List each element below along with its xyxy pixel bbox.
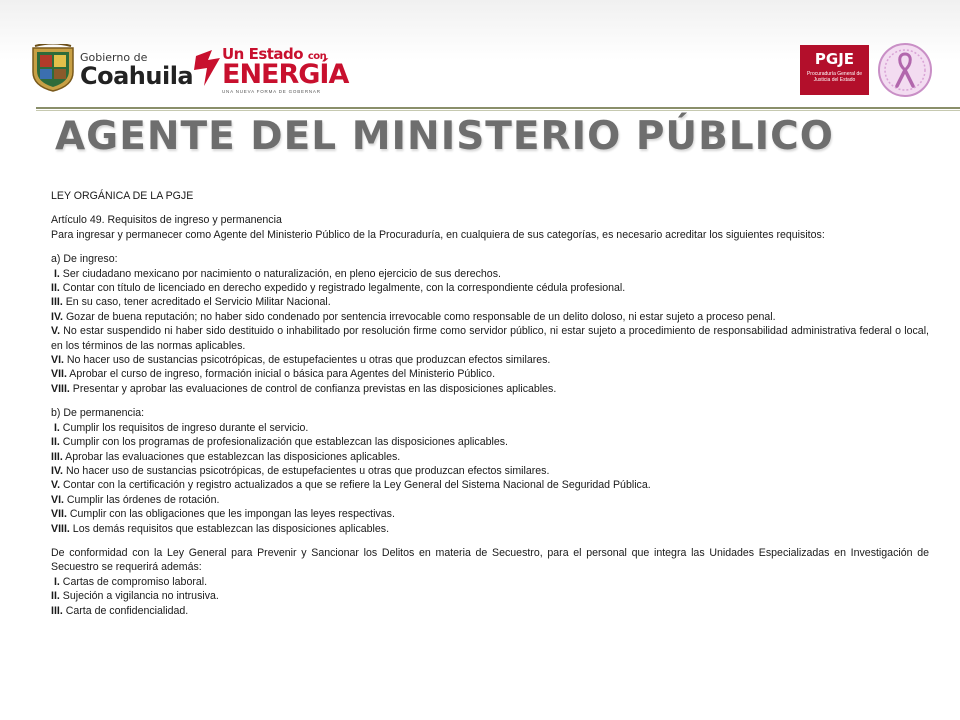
permanencia-list bbox=[51, 421, 929, 536]
item-number: II. bbox=[51, 282, 60, 295]
article-title: Artículo 49. Requisitos de ingreso y permanencia bbox=[51, 214, 282, 227]
list-item bbox=[51, 589, 929, 603]
list-item bbox=[51, 382, 929, 396]
item-number: VII. bbox=[51, 368, 67, 381]
item-number: III. bbox=[51, 604, 63, 617]
item-text: Cartas de compromiso laboral. bbox=[62, 575, 208, 588]
item-number: VI. bbox=[51, 493, 64, 506]
item-number: II. bbox=[51, 436, 60, 449]
item-number: V. bbox=[51, 325, 61, 338]
list-item bbox=[51, 267, 929, 281]
list-item bbox=[51, 353, 929, 367]
item-number: V. bbox=[51, 479, 61, 492]
item-text: No estar suspendido ni haber sido destituido o inhabilitado por resolución firme como servidor público, ni estar sujeto a procedimiento de responsabilidad administrativa federal o local, en los términos de las normas aplicables. bbox=[51, 325, 929, 352]
pgje-logo bbox=[800, 45, 869, 95]
item-number: VIII. bbox=[51, 382, 70, 395]
ingreso-heading: a) De ingreso: bbox=[51, 253, 118, 266]
item-text: Presentar y aprobar las evaluaciones de control de confianza previstas en las disposiciones aplicables. bbox=[72, 382, 557, 395]
item-text: Gozar de buena reputación; no haber sido condenado por sentencia irrevocable como responsable de un delito doloso, ni estar sujeto a proceso penal. bbox=[65, 310, 776, 323]
gobierno-label: Gobierno de bbox=[80, 51, 148, 64]
header-rule bbox=[36, 107, 960, 109]
energia-wordmark bbox=[222, 47, 348, 95]
coahuila-shield-logo bbox=[30, 44, 76, 97]
energia-star-logo bbox=[192, 46, 222, 93]
item-number: VI. bbox=[51, 354, 64, 367]
article-intro: Para ingresar y permanecer como Agente del Ministerio Público de la Procuraduría, en cualquiera de sus categorías, es necesario acreditar los siguientes requisitos: bbox=[51, 228, 825, 241]
list-item bbox=[51, 464, 929, 478]
item-text: En su caso, tener acreditado el Servicio Militar Nacional. bbox=[65, 296, 331, 309]
list-item bbox=[51, 493, 929, 507]
energia-con-label: con bbox=[307, 51, 327, 62]
item-text: Cumplir con las obligaciones que les impongan las leyes respectivas. bbox=[69, 508, 395, 521]
item-number: III. bbox=[51, 296, 63, 309]
item-number: IV. bbox=[51, 310, 63, 323]
item-text: No hacer uso de sustancias psicotrópicas, de estupefacientes u otras que produzcan efectos similares. bbox=[65, 464, 550, 477]
item-text: Los demás requisitos que establezcan las disposiciones aplicables. bbox=[72, 522, 390, 535]
list-item bbox=[51, 450, 929, 464]
list-item bbox=[51, 324, 929, 353]
item-number: II. bbox=[51, 590, 60, 603]
item-text: Aprobar las evaluaciones que establezcan las disposiciones aplicables. bbox=[65, 450, 401, 463]
item-text: Cumplir los requisitos de ingreso durante el servicio. bbox=[62, 421, 309, 434]
item-text: Contar con la certificación y registro actualizados a que se refiere la Ley General del Sistema Nacional de Seguridad Pública. bbox=[63, 479, 651, 492]
item-number: III. bbox=[51, 450, 63, 463]
item-text: Contar con título de licenciado en derecho expedido y registrado legalmente, con la correspondiente cédula profesional. bbox=[62, 282, 626, 295]
law-title: LEY ORGÁNICA DE LA PGJE bbox=[51, 190, 194, 202]
energia-tagline: UNA NUEVA FORMA DE GOBERNAR bbox=[222, 89, 321, 94]
list-item bbox=[51, 435, 929, 449]
document-body bbox=[51, 189, 929, 618]
list-item bbox=[51, 507, 929, 521]
list-item bbox=[51, 310, 929, 324]
item-number: I. bbox=[53, 267, 60, 280]
permanencia-heading: b) De permanencia: bbox=[51, 407, 145, 420]
list-item bbox=[51, 421, 929, 435]
item-number: I. bbox=[53, 421, 60, 434]
page-title: AGENTE DEL MINISTERIO PÚBLICO bbox=[55, 114, 834, 159]
item-text: Cumplir con los programas de profesionalización que establezcan las disposiciones aplicables. bbox=[62, 436, 508, 449]
list-item bbox=[51, 575, 929, 589]
energia-top-label: Un Estado bbox=[222, 45, 304, 63]
item-text: Ser ciudadano mexicano por nacimiento o naturalización, en pleno ejercicio de sus derechos. bbox=[62, 267, 501, 280]
pgje-subtitle: Procuraduría General de Justicia del Estado bbox=[806, 71, 863, 83]
gobierno-coahuila-wordmark bbox=[80, 52, 193, 88]
secuestro-intro: De conformidad con la Ley General para Prevenir y Sancionar los Delitos en materia de Secuestro, para el personal que integra las Unidades Especializadas en Investigación de Secuestro se requerirá además: bbox=[51, 546, 929, 574]
energia-big-label: ENERGÍA bbox=[222, 59, 349, 90]
secuestro-list bbox=[51, 575, 929, 618]
header-rule-light bbox=[36, 110, 960, 111]
list-item bbox=[51, 604, 929, 618]
list-item bbox=[51, 281, 929, 295]
item-number: VII. bbox=[51, 508, 67, 521]
list-item bbox=[51, 367, 929, 381]
list-item bbox=[51, 522, 929, 536]
pink-ribbon-seal-icon bbox=[876, 40, 934, 105]
item-text: Cumplir las órdenes de rotación. bbox=[66, 493, 220, 506]
coahuila-label: Coahuila bbox=[80, 62, 194, 90]
item-number: VIII. bbox=[51, 522, 70, 535]
list-item bbox=[51, 478, 929, 492]
item-text: Carta de confidencialidad. bbox=[65, 604, 189, 617]
header-bar bbox=[0, 0, 960, 110]
item-number: IV. bbox=[51, 464, 63, 477]
list-item bbox=[51, 295, 929, 309]
item-number: I. bbox=[53, 575, 60, 588]
ingreso-list bbox=[51, 267, 929, 397]
item-text: Sujeción a vigilancia no intrusiva. bbox=[62, 590, 219, 603]
item-text: Aprobar el curso de ingreso, formación inicial o básica para Agentes del Ministerio Público. bbox=[69, 368, 496, 381]
pgje-title: PGJE bbox=[814, 50, 855, 68]
item-text: No hacer uso de sustancias psicotrópicas, de estupefacientes u otras que produzcan efectos similares. bbox=[66, 354, 551, 367]
